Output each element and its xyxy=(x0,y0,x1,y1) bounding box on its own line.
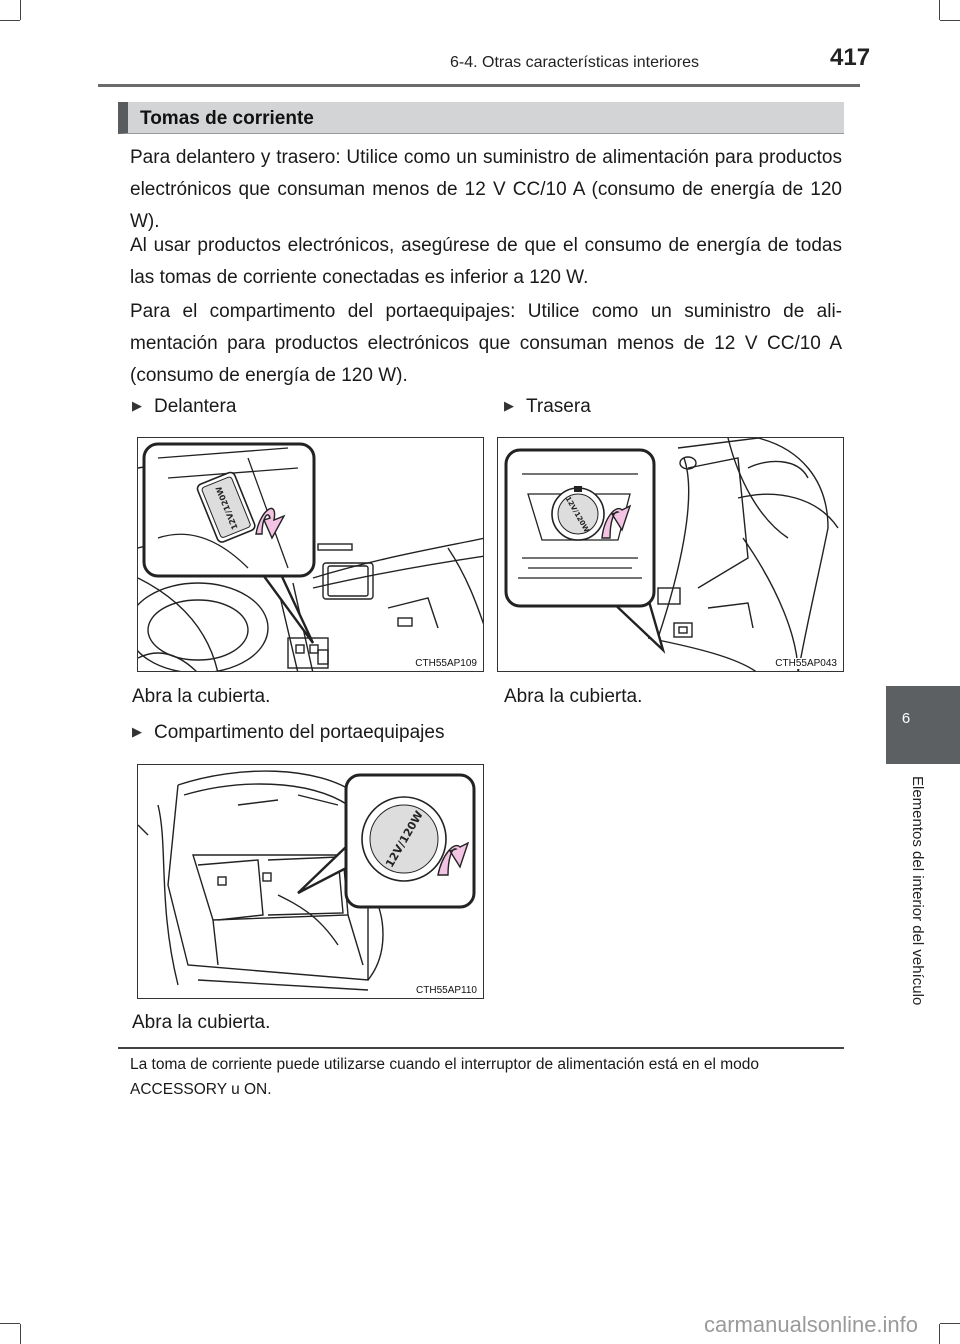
figure-front-outlet xyxy=(137,437,484,672)
figure-code: CTH55AP043 xyxy=(775,658,837,669)
crop-mark xyxy=(940,1323,960,1324)
figure-code: CTH55AP109 xyxy=(415,658,477,669)
crop-mark xyxy=(20,0,21,20)
crop-mark xyxy=(20,1324,21,1344)
subheading-rear-label: Trasera xyxy=(526,396,591,417)
crop-mark xyxy=(940,20,960,21)
caption-rear: Abra la cubierta. xyxy=(504,686,643,707)
rear-console-illustration xyxy=(498,438,844,672)
watermark: carmanualsonline.info xyxy=(704,1312,919,1337)
chapter-number: 6 xyxy=(901,710,911,727)
note-text: La toma de corriente puede utilizarse cuando el interruptor de alimentación está en el modo ACCESSORY u ON. xyxy=(130,1056,759,1098)
running-header: 6-4. Otras características interiores xyxy=(450,54,699,71)
section-title: Tomas de corriente xyxy=(140,108,314,129)
figure-code: CTH55AP110 xyxy=(416,985,477,996)
outlet-rating-label: 12V/120W xyxy=(214,485,240,531)
subheading-front-label: Delantera xyxy=(154,396,237,417)
outlet-rating-label: 12V/120W xyxy=(383,808,426,870)
subheading-luggage xyxy=(132,722,444,744)
crop-mark xyxy=(0,20,20,21)
note-rule xyxy=(118,1047,844,1049)
caption-front: Abra la cubierta. xyxy=(132,686,271,707)
chapter-label: Elementos del interior del vehículo xyxy=(909,776,926,1006)
crop-mark xyxy=(939,0,940,20)
luggage-compartment-illustration xyxy=(138,765,484,999)
triangle-bullet-icon: ▶ xyxy=(132,398,142,413)
subheading-rear xyxy=(504,396,591,418)
front-dashboard-illustration xyxy=(138,438,484,672)
paragraph-luggage: Para el compartimento del portaequipajes: Utilice como un suministro de ali-mentación para productos electrónicos que consuman menos de 12 V CC/10 A (consumo de energía de 120 W). xyxy=(130,301,842,386)
triangle-bullet-icon: ▶ xyxy=(504,398,514,413)
section-heading-bar xyxy=(118,102,844,134)
figure-luggage-outlet xyxy=(137,764,484,999)
figure-rear-outlet xyxy=(497,437,844,672)
chapter-tab xyxy=(886,686,960,764)
subheading-front xyxy=(132,396,236,418)
crop-mark xyxy=(0,1323,20,1324)
crop-mark xyxy=(939,1324,940,1344)
paragraph-front-rear: Para delantero y trasero: Utilice como un suministro de alimentación para productos electrónicos que consuman menos de 12 V CC/10 A (consumo de energía de 120 W). xyxy=(130,147,842,232)
caption-luggage: Abra la cubierta. xyxy=(132,1012,271,1033)
header-rule xyxy=(98,84,860,87)
outlet-rating-label: 12V/120W xyxy=(563,495,591,534)
page-number: 417 xyxy=(830,44,871,71)
subheading-luggage-label: Compartimento del portaequipajes xyxy=(154,722,445,743)
paragraph-total-power: Al usar productos electrónicos, asegúrese de que el consumo de energía de todas las tomas de corriente conectadas es inferior a 120 W. xyxy=(130,235,842,288)
triangle-bullet-icon: ▶ xyxy=(132,724,142,739)
